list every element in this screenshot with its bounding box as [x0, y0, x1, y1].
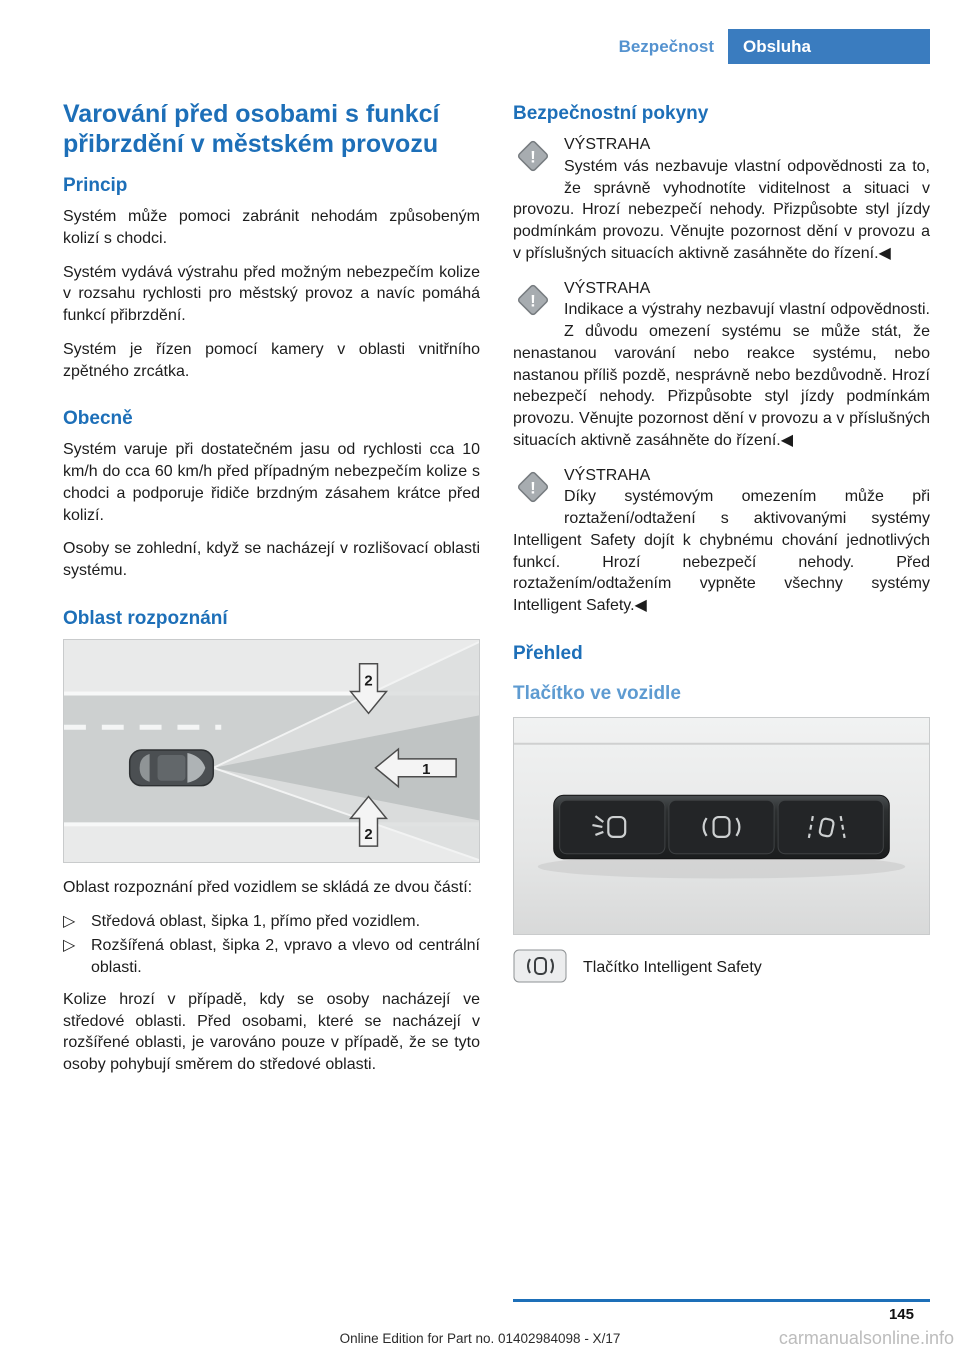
vehicle-buttons-photo [514, 718, 929, 934]
heading-detection-area: Oblast rozpoznání [63, 607, 228, 629]
collision-warning-button [560, 800, 665, 854]
svg-text:1: 1 [422, 761, 431, 778]
warning-text: Systém vás nezbavuje vlastní odpovědnosti za to, že správně vyhodnotíte viditelnost a situaci v provozu. Hrozí nebezpečí nehody. Přizpůsobte styl jízdy podmínkám provozu. Věnujte pozornost dění v provozu a v příslušných situacích aktivně zasáhněte do řízení.◀ [513, 157, 930, 262]
svg-text:!: ! [530, 478, 536, 497]
svg-text:!: ! [530, 147, 536, 167]
bullet-item-extended-zone: ▷ Rozšířená oblast, šipka 2, vpravo a vlevo od centrální oblasti. [63, 935, 480, 979]
button-caption-label: Tlačítko Intelligent Safety [583, 959, 762, 977]
heading-general: Obecně [63, 408, 133, 430]
general-paragraph-1: Systém varuje při dostatečném jasu od rychlosti cca 10 km/h do cca 60 km/h před případným nebezpečím kolize s chodci a podporuje řidiče brzdným zásahem krátce před kolizí. [63, 441, 480, 524]
header-chapter-tab: Obsluha [728, 29, 930, 64]
warning-icon [513, 280, 553, 320]
page-number: 145 [888, 1306, 914, 1323]
heading-overview: Přehled [513, 642, 583, 664]
button-caption-row [513, 949, 930, 988]
warning-label: VÝSTRAHA [564, 136, 651, 153]
warning-icon [513, 467, 553, 507]
header-section-label: Bezpečnost [618, 36, 714, 56]
bullet-marker-icon: ▷ [63, 937, 76, 955]
car-icon [130, 750, 214, 786]
intelligent-safety-button-icon [513, 949, 567, 988]
warning-label: VÝSTRAHA [564, 279, 651, 297]
svg-text:2: 2 [364, 673, 373, 690]
page-title: Varování před osobami s funkcí přibrzdění v městském provozu [63, 100, 440, 158]
warning-text: Díky systémovým omezením může při roztažení/odtažení s aktivovanými systémy Intelligent Safety dojít k chybnému chování jednotlivých funkcí. Hrozí nebezpečí nehody. Před roztažením/odtažením vypněte všechny systémy Intelligent Safety.◀ [513, 488, 930, 614]
left-column [63, 100, 480, 1088]
bullet-marker-icon: ▷ [63, 912, 76, 930]
heading-principle: Princip [63, 175, 128, 196]
lane-departure-button [778, 800, 883, 854]
heading-safety-notes: Bezpečnostní pokyny [513, 103, 709, 124]
principle-paragraph-1: Systém může pomoci zabránit nehodám způsobeným kolizí s chodci. [63, 208, 480, 247]
footer-rule [513, 1299, 930, 1302]
svg-text:!: ! [530, 291, 536, 310]
detection-intro-paragraph: Oblast rozpoznání před vozidlem se skládá ze dvou částí: [63, 878, 473, 896]
principle-paragraph-3: Systém je řízen pomocí kamery v oblasti vnitřního zpětného zrcátka. [63, 340, 480, 380]
edition-note: Online Edition for Part no. 01402984098 - X/17 [339, 1331, 621, 1346]
warning-block-2 [513, 278, 930, 452]
warning-text: Indikace a výstrahy nezbavují vlastní odpovědnosti. Z důvodu omezení systému se může stát, že nenastanou varování nebo reakce systému, nebo nastanou příliš pozdě, nesprávně nebo bezdůvodně. Hrozí nebezpečí nehody. Přizpůsobte styl jízdy podmínkám provozu. Věnujte pozornost dění v provozu a v příslušných situacích aktivně zasáhněte do řízení.◀ [513, 301, 930, 449]
page-header [619, 29, 930, 64]
heading-vehicle-button: Tlačítko ve vozidle [513, 682, 681, 704]
warning-icon [513, 136, 553, 176]
content-columns [63, 100, 930, 1088]
person-warning-button [669, 800, 774, 854]
warning-block-3 [513, 465, 930, 617]
warning-label: VÝSTRAHA [564, 466, 651, 484]
detection-area-illustration [64, 640, 479, 862]
principle-paragraph-2: Systém vydává výstrahu před možným nebezpečím kolize v rozsahu rychlosti pro městský provoz a navíc pomáhá funkcí přibrzdění. [63, 263, 480, 324]
vehicle-buttons-figure [513, 717, 930, 935]
general-paragraph-2: Osoby se zohlední, když se nacházejí v rozlišovací oblasti systému. [63, 540, 480, 579]
svg-text:2: 2 [364, 826, 373, 843]
watermark: carmanualsonline.info [778, 1328, 954, 1348]
right-column [513, 100, 930, 1088]
detection-outro-paragraph: Kolize hrozí v případě, kdy se osoby nacházejí ve středové oblasti. Před osobami, které se nacházejí v rozšířené oblasti, je varováno pouze v případě, že se tyto osoby pohybují směrem do středové oblasti. [63, 990, 480, 1073]
bullet-item-center-zone: ▷ Středová oblast, šipka 1, přímo před vozidlem. [63, 911, 480, 933]
warning-block-1 [513, 134, 930, 265]
detection-area-figure [63, 639, 480, 863]
